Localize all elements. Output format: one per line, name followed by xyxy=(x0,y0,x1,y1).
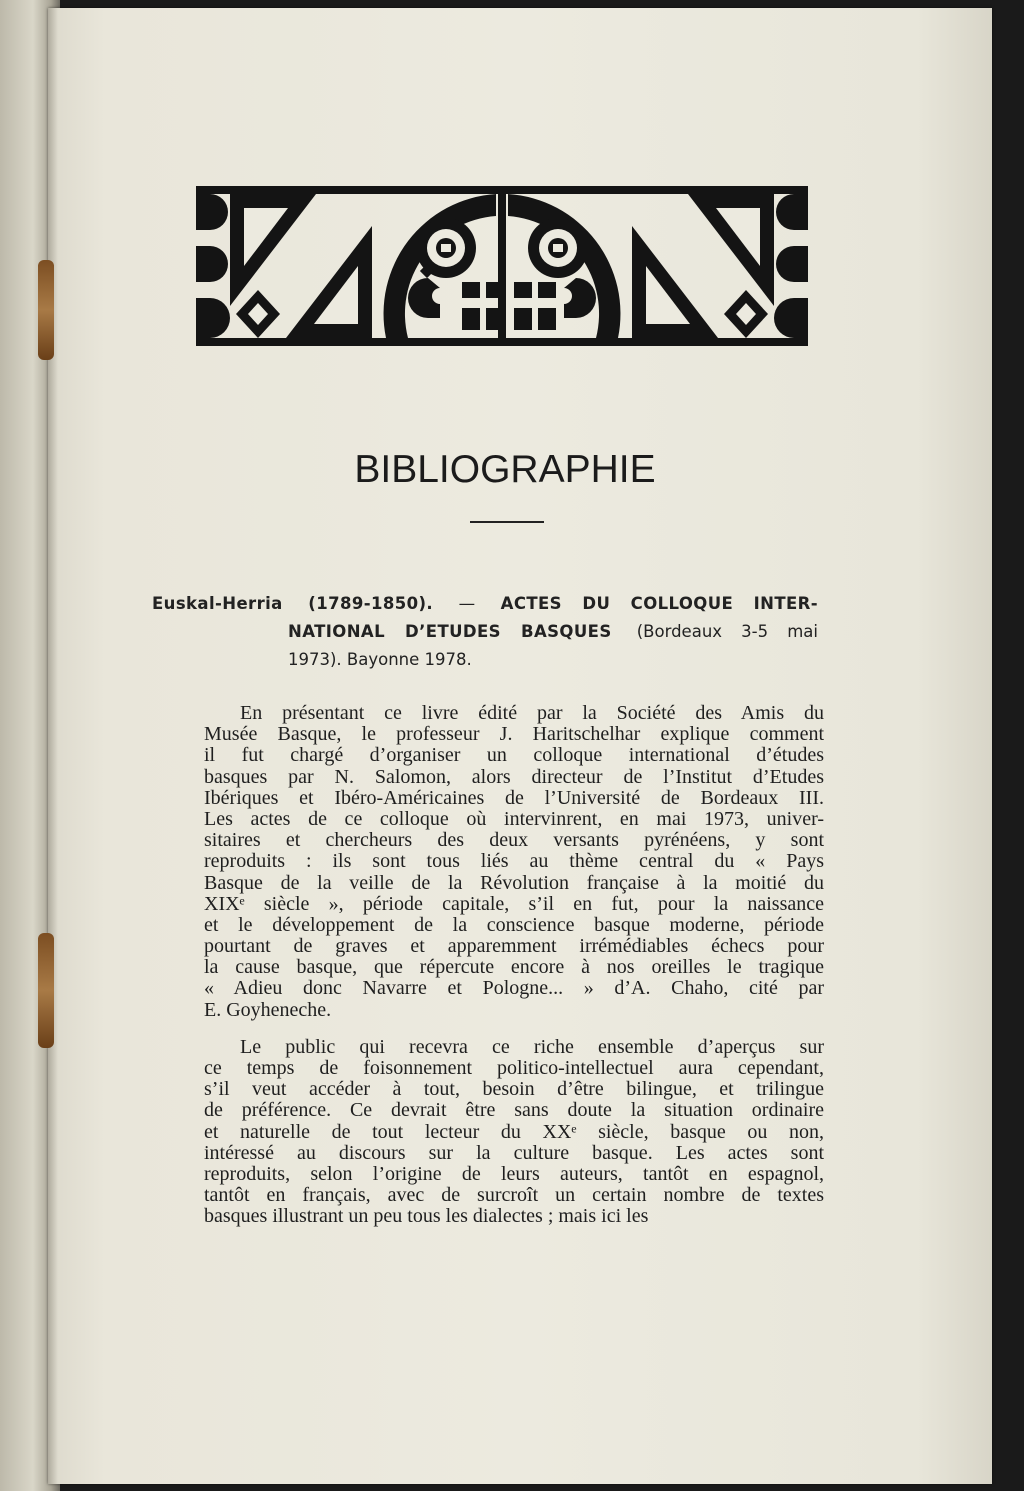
paragraph xyxy=(204,703,824,1021)
rust-stain-lower xyxy=(38,933,54,1048)
rust-stain-upper xyxy=(38,260,54,360)
citation-title-part-2: NATIONAL D’ETUDES BASQUES xyxy=(288,622,612,641)
text-line: Basque de la veille de la Révolution française à la moitié du xyxy=(204,871,824,894)
citation-title-part-1: ACTES DU COLLOQUE INTER- xyxy=(500,594,819,613)
text-line: la cause basque, que répercute encore à nos oreilles le tragique xyxy=(204,956,824,979)
paragraph xyxy=(204,1037,824,1228)
text-line: s’il veut accéder à tout, besoin d’être bilingue, et trilingue xyxy=(204,1078,824,1101)
paragraph-gap xyxy=(204,1021,824,1037)
text-line: de préférence. Ce devrait être sans doute la situation ordinaire xyxy=(204,1099,824,1122)
text-line: basques par N. Salomon, alors directeur de l’Institut d’Etudes xyxy=(204,765,824,788)
title-underline xyxy=(470,521,544,523)
text-line: Les actes de ce colloque où intervinrent, en mai 1973, univer- xyxy=(204,807,824,830)
citation-years: (1789-1850). xyxy=(308,594,434,613)
review-text xyxy=(204,703,824,1228)
citation-place: (Bordeaux 3-5 mai xyxy=(636,622,818,641)
text-line: reproduits : ils sont tous liés au thème central du « Pays xyxy=(204,850,824,873)
citation-line-3: 1973). Bayonne 1978. xyxy=(288,650,472,669)
text-line: intéressé au discours sur la culture basque. Les actes sont xyxy=(204,1141,824,1164)
text-line: sitaires et chercheurs des deux versants pyrénéens, y sont xyxy=(204,829,824,852)
text-line: Le public qui recevra ce riche ensemble d’aperçus sur xyxy=(240,1035,824,1058)
text-line: XIXᵉ siècle », période capitale, s’il en fut, pour la naissance xyxy=(204,892,824,915)
citation-dash: — xyxy=(458,594,476,613)
text-line: « Adieu donc Navarre et Pologne... » d’A. Chaho, cité par xyxy=(204,977,824,1000)
text-line: et le développement de la conscience basque moderne, période xyxy=(204,913,824,936)
text-line: E. Goyheneche. xyxy=(204,998,332,1021)
text-line: reproduits, selon l’origine de leurs auteurs, tantôt en espagnol, xyxy=(204,1162,824,1185)
text-line: ce temps de foisonnement politico-intellectuel aura cependant, xyxy=(204,1057,824,1079)
text-line: Ibériques et Ibéro-Américaines de l’Université de Bordeaux III. xyxy=(204,786,824,809)
text-line: pourtant de graves et apparemment irrémédiables échecs pour xyxy=(204,935,824,958)
citation-author: Euskal-Herria xyxy=(152,594,283,613)
text-line: tantôt en français, avec de surcroît un certain nombre de textes xyxy=(204,1184,824,1207)
text-line: En présentant ce livre édité par la Société des Amis du xyxy=(240,702,824,724)
ornament-band-icon xyxy=(196,186,808,346)
text-line: et naturelle de tout lecteur du XXᵉ siècle, basque ou non, xyxy=(204,1120,824,1143)
text-line: Musée Basque, le professeur J. Haritschelhar explique comment xyxy=(204,723,824,746)
bibliographic-citation xyxy=(152,590,824,674)
text-line: il fut chargé d’organiser un colloque international d’études xyxy=(204,744,824,767)
gutter-shadow xyxy=(48,8,58,1484)
citation-line-2 xyxy=(152,618,824,646)
text-line: basques illustrant un peu tous les dialectes ; mais ici les xyxy=(204,1205,649,1228)
citation-line-1 xyxy=(152,590,824,618)
section-title: BIBLIOGRAPHIE xyxy=(354,448,656,491)
